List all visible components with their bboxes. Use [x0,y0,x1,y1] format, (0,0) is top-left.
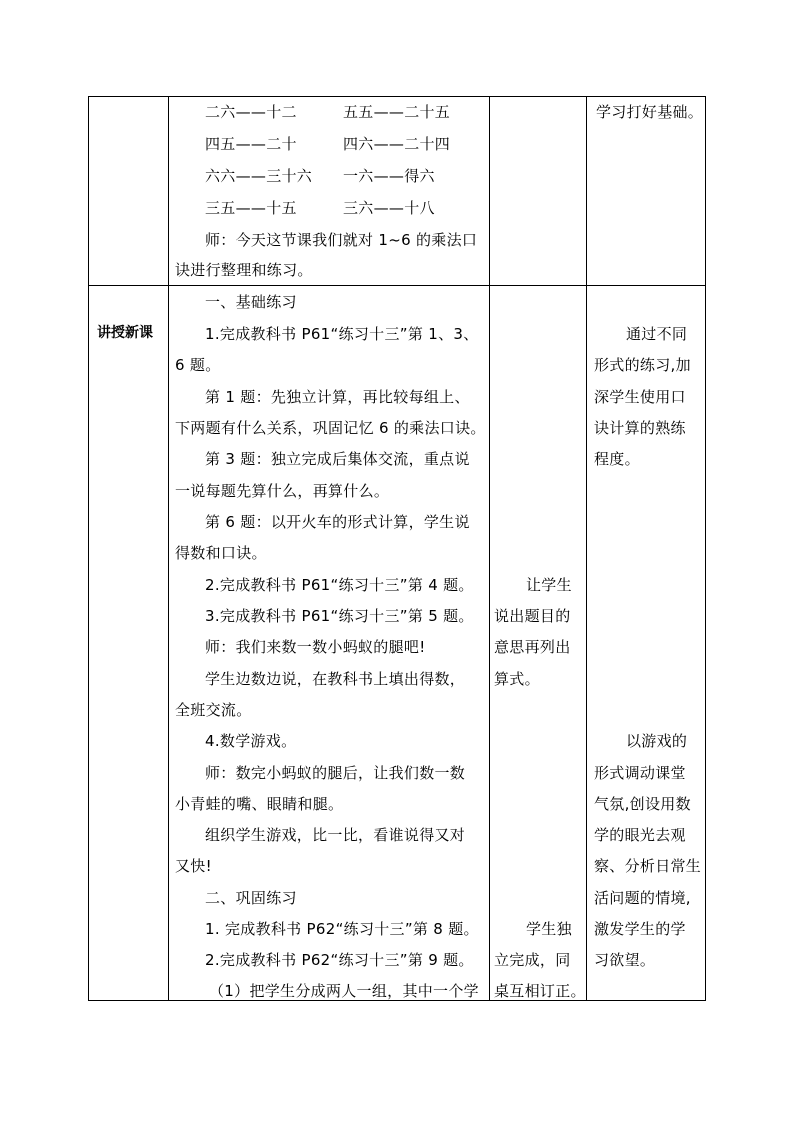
formula: 二六——十二 [205,103,297,121]
purpose-text: 学习打好基础。 [596,103,704,121]
activity-text: 意思再列出 [494,638,571,656]
purpose-text: 激发学生的学 [594,920,686,938]
row-divider [89,285,705,286]
column-divider [168,97,169,1000]
formula: 一六——得六 [343,167,435,185]
text-line: 一、基础练习 [205,293,297,311]
activity-text: 算式。 [494,670,540,688]
text-line: 2.完成教科书 P62“练习十三”第 9 题。 [205,951,474,969]
text-line: 师：数完小蚂蚁的腿后，让我们数一数 [205,764,466,782]
purpose-text: 气氛,创设用数 [594,795,691,813]
text-line: 3.完成教科书 P61“练习十三”第 5 题。 [205,607,474,625]
text-line: 学生边数边说，在教科书上填出得数， [205,670,466,688]
text-line: 一说每题先算什么，再算什么。 [175,482,390,500]
formula: 六六——三十六 [205,167,313,185]
purpose-text: 学的眼光去观 [594,826,686,844]
purpose-text: 程度。 [594,450,640,468]
text-line: 第 3 题：独立完成后集体交流，重点说 [205,450,470,468]
activity-text: 说出题目的 [494,607,571,625]
text-line: 4.数学游戏。 [205,732,297,750]
column-divider [489,97,490,1000]
activity-text: 学生独 [526,920,572,938]
text-line: 1. 完成教科书 P62“练习十三”第 8 题。 [205,920,479,938]
text-line: 第 6 题：以开火车的形式计算，学生说 [205,513,470,531]
formula: 五五——二十五 [343,103,451,121]
lesson-plan-table [88,96,706,1001]
text-line: 组织学生游戏，比一比，看谁说得又对 [205,826,466,844]
text-line: 下两题有什么关系，巩固记忆 6 的乘法口诀。 [175,419,486,437]
activity-text: 让学生 [526,576,572,594]
text-line: 小青蛙的嘴、眼睛和腿。 [175,795,344,813]
text-line: 1.完成教科书 P61“练习十三”第 1、3、 [205,325,479,343]
text-line: 6 题。 [175,356,221,374]
text-line: 得数和口诀。 [175,544,267,562]
text-line: 诀进行整理和练习。 [175,261,313,279]
text-line: 师：我们来数一数小蚂蚁的腿吧! [205,638,426,656]
text-line: 第 1 题：先独立计算，再比较每组上、 [205,388,470,406]
text-line: 二、巩固练习 [205,889,297,907]
formula: 四五——二十 [205,135,297,153]
purpose-text: 形式的练习,加 [594,356,691,374]
purpose-text: 活问题的情境, [594,889,691,907]
purpose-text: 察、分析日常生 [594,857,702,875]
purpose-text: 习欲望。 [594,951,656,969]
purpose-text: 诀计算的熟练 [594,419,686,437]
text-line: 全班交流。 [175,701,252,719]
formula: 三五——十五 [205,199,297,217]
formula: 四六——二十四 [343,135,451,153]
purpose-text: 形式调动课堂 [594,764,686,782]
text-line: 又快! [175,857,212,875]
section-label: 讲授新课 [97,325,153,341]
column-divider [586,97,587,1000]
activity-text: 桌互相订正。 [494,982,586,1000]
activity-text: 立完成，同 [494,951,571,969]
formula: 三六——十八 [343,199,435,217]
purpose-text: 通过不同 [626,325,688,343]
text-line: 2.完成教科书 P61“练习十三”第 4 题。 [205,576,474,594]
purpose-text: 深学生使用口 [594,388,686,406]
teacher-line: 师：今天这节课我们就对 1~6 的乘法口 [205,231,478,249]
purpose-text: 以游戏的 [626,732,688,750]
text-line: （1）把学生分成两人一组，其中一个学 [209,982,479,1000]
